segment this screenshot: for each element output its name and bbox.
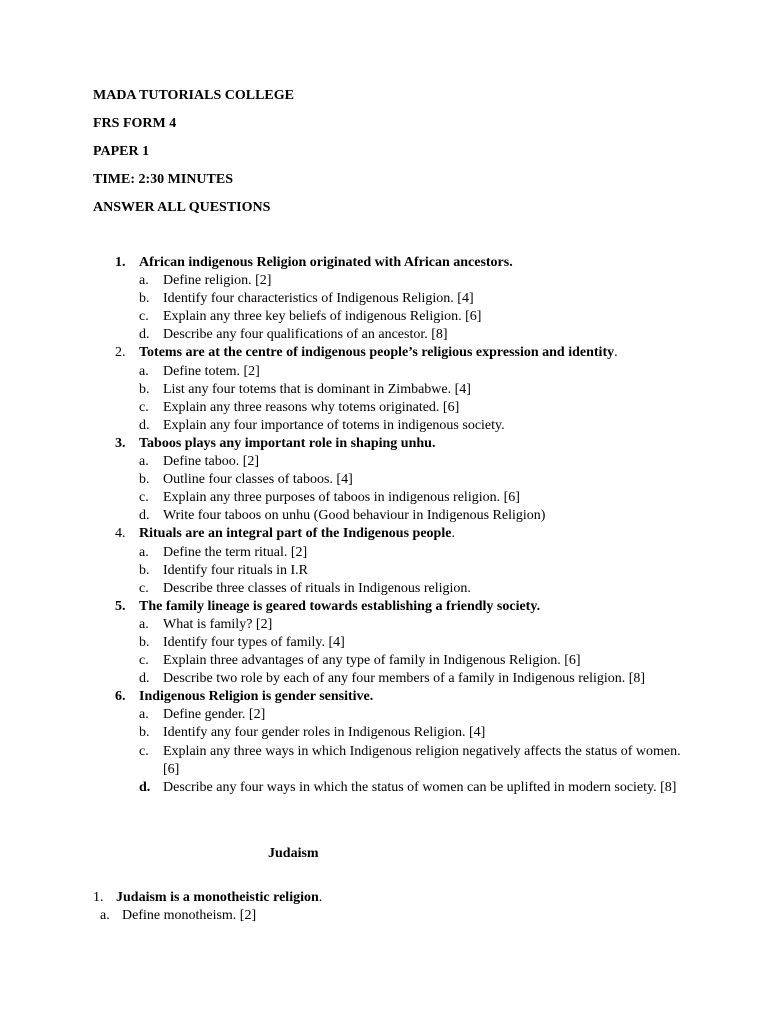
subquestion [0,290,768,308]
subquestion [0,743,768,779]
question-2 [0,344,768,362]
subquestion-letter: d. [139,327,150,343]
subquestion [0,399,768,417]
exam-time: TIME: 2:30 MINUTES [93,172,234,187]
subquestion-letter: b. [139,291,150,307]
subquestion-letter: b. [139,562,150,578]
judaism-sub-text: Define monotheism. [2] [122,908,257,923]
subquestion-letter: a. [139,363,149,379]
subquestion-text: Define gender. [2] [163,707,266,723]
question-title [139,254,513,272]
subquestion-letter: c. [139,309,149,325]
subquestion [0,779,768,797]
subquestion-letter: c. [139,490,149,506]
subquestion-text: Identify any four gender roles in Indigenous Religion. [4] [163,725,486,741]
subquestion-letter: b. [139,725,150,741]
subquestion-text: Explain any three reasons why totems originated. [6] [163,399,460,415]
college-name: MADA TUTORIALS COLLEGE [93,88,294,103]
subquestion-letter: c. [139,399,149,415]
subquestion-text: Define taboo. [2] [163,454,260,470]
question-3 [0,435,768,453]
subquestion-letter: c. [139,653,149,669]
judaism-question [93,889,322,907]
section-title-judaism: Judaism [268,846,319,861]
question-number: 6. [115,689,126,705]
subquestion-text: Define totem. [2] [163,363,260,379]
question-title [139,525,455,543]
subquestion-letter: d. [139,671,150,687]
exam-instruction: ANSWER ALL QUESTIONS [93,200,271,215]
subject-form: FRS FORM 4 [93,116,177,131]
subquestion [0,562,768,580]
subquestion-letter: c. [139,580,149,596]
subquestion-text: Define the term ritual. [2] [163,544,308,560]
question-6 [0,688,768,706]
question-title [139,688,373,706]
subquestion [0,670,768,688]
subquestion-text: Define religion. [2] [163,273,272,289]
subquestion-text: Explain any three key beliefs of indigenous Religion. [6] [163,309,482,325]
subquestion [0,489,768,507]
judaism-subquestion [100,907,256,925]
subquestion-text: Explain three advantages of any type of family in Indigenous Religion. [6] [163,653,581,669]
subquestion [0,471,768,489]
judaism-question-number: 1. [93,890,104,905]
question-1 [0,254,768,272]
subquestion [0,326,768,344]
subquestion [0,706,768,724]
subquestion-text: Describe two role by each of any four members of a family in Indigenous religion. [8] [163,671,646,687]
question-title-text: African indigenous Religion originated with African ancestors. [139,255,513,270]
subquestion-text: Describe three classes of rituals in Indigenous religion. [163,580,471,596]
subquestion [0,616,768,634]
subquestion-letter: a. [139,707,149,723]
subquestion [0,417,768,435]
subquestion-text: Describe any four qualifications of an ancestor. [8] [163,327,448,343]
subquestion-text: Explain any four importance of totems in indigenous society. [163,417,505,433]
subquestion-text: What is family? [2] [163,616,273,632]
subquestion-letter: a. [139,616,149,632]
subquestion-letter: d. [139,779,151,795]
question-title-trailing: . [614,345,618,361]
question-number: 3. [115,435,126,451]
subquestion-text: Explain any three purposes of taboos in indigenous religion. [6] [163,490,520,506]
subquestion-letter: a. [139,454,149,470]
question-title [139,435,435,453]
question-4 [0,525,768,543]
subquestion-text: Outline four classes of taboos. [4] [163,472,353,488]
question-number: 4. [115,526,126,542]
subquestion [0,724,768,742]
subquestion [0,544,768,562]
subquestion [0,652,768,670]
subquestion-letter: b. [139,634,150,650]
subquestion-letter: b. [139,472,150,488]
question-title-text: Totems are at the centre of indigenous people’s religious expression and identity [139,345,615,361]
judaism-question-title: Judaism is a monotheistic religion [116,890,319,905]
subquestion-text: Describe any four ways in which the status of women can be uplifted in modern society. [8] [163,779,677,795]
question-5 [0,598,768,616]
judaism-question-trailing: . [318,890,323,905]
question-title [139,344,618,362]
subquestion-letter: c. [139,743,149,759]
subquestion [0,308,768,326]
subquestion [0,453,768,471]
subquestion-letter: d. [139,508,150,524]
subquestion-text: Identify four characteristics of Indigenous Religion. [4] [163,291,474,307]
subquestion [0,272,768,290]
question-number: 2. [115,345,126,361]
subquestion [0,363,768,381]
subquestion-letter: a. [139,544,149,560]
subquestion-letter: a. [139,273,149,289]
paper-number: PAPER 1 [93,144,150,159]
subquestion [0,381,768,399]
subquestion-text: List any four totems that is dominant in Zimbabwe. [4] [163,381,471,397]
question-title [139,598,540,616]
question-title-text: Rituals are an integral part of the Indigenous people [139,526,452,542]
subquestion-letter: d. [139,417,150,433]
subquestion-text: Write four taboos on unhu (Good behaviour in Indigenous Religion) [163,508,546,524]
question-title-trailing: . [451,526,455,542]
subquestion-text: Explain any three ways in which Indigenous religion negatively affects the status of women. [6] [163,743,681,777]
question-title-text: Taboos plays any important role in shaping unhu. [139,435,436,451]
judaism-sub-letter: a. [100,908,110,923]
question-title-text: Indigenous Religion is gender sensitive. [139,689,374,705]
subquestion-text: Identify four rituals in I.R [163,562,309,578]
subquestion [0,634,768,652]
question-number: 5. [115,598,126,614]
question-title-text: The family lineage is geared towards establishing a friendly society. [139,598,541,614]
subquestion-letter: b. [139,381,150,397]
subquestion-text: Identify four types of family. [4] [163,634,345,650]
subquestion [0,580,768,598]
question-number: 1. [115,255,126,270]
subquestion [0,507,768,525]
question-list [0,254,768,797]
